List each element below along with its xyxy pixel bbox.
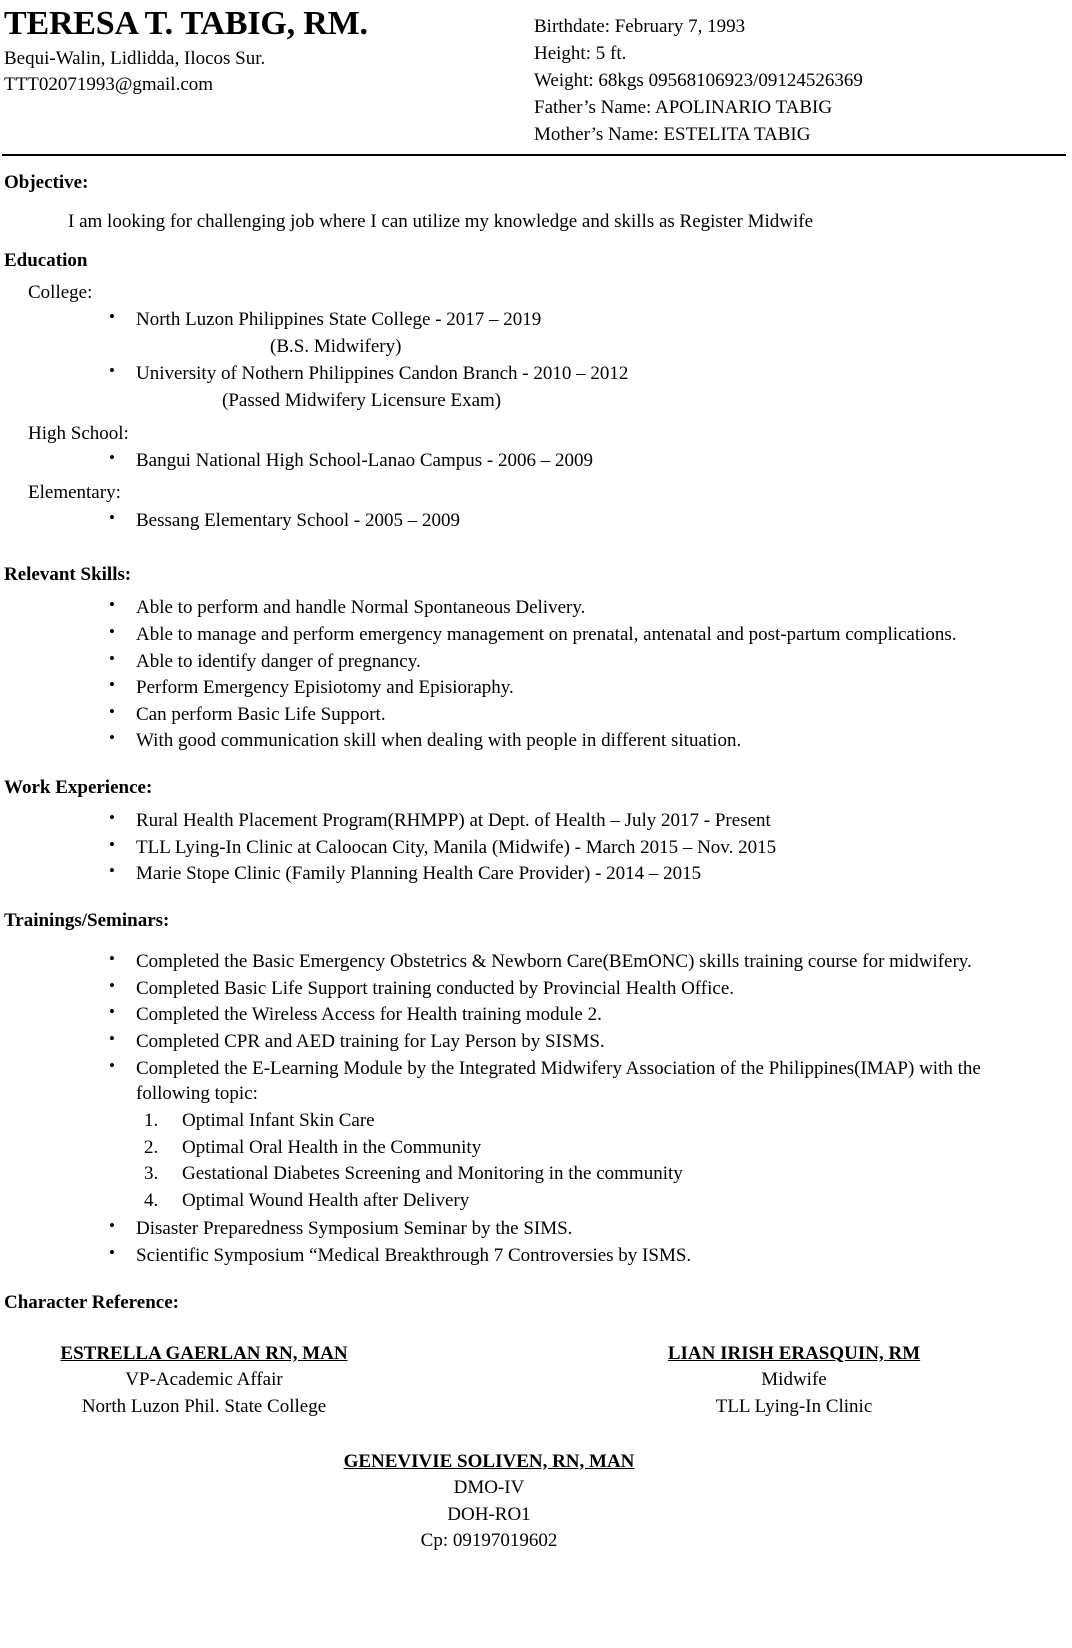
list-item: Optimal Infant Skin Care	[182, 1110, 375, 1131]
trainings-list	[4, 949, 1064, 1107]
list-item: • Completed the E-Learning Module by the Integrated Midwifery Association of the Philippines(IMAP) with the following topic:	[4, 1056, 1064, 1107]
trainings-list-after	[4, 1216, 1064, 1268]
list-item: • Able to perform and handle Normal Spontaneous Delivery.	[4, 595, 1064, 621]
reference-name: LIAN IRISH ERASQUIN, RM	[667, 1342, 921, 1364]
list-item: • Bessang Elementary School - 2005 – 2009	[4, 508, 1064, 534]
detail-weight-contact: Weight: 68kgs 09568106923/09124526369	[534, 69, 863, 91]
list-item: • Disaster Preparedness Symposium Seminar by the SIMS.	[4, 1216, 1064, 1242]
reference-row	[4, 1341, 1064, 1421]
header-personal-details	[534, 6, 1064, 149]
list-item: • Completed the Wireless Access for Health training module 2.	[4, 1002, 1064, 1028]
list-item: • North Luzon Philippines State College - 2017 – 2019	[4, 307, 1064, 333]
reference-org: North Luzon Phil. State College	[81, 1395, 327, 1417]
section-heading-education: Education	[4, 250, 88, 271]
education-highschool-list	[4, 448, 1064, 474]
reference-title: DMO-IV	[453, 1477, 525, 1499]
reference-title: VP-Academic Affair	[125, 1369, 283, 1391]
reference-left	[4, 1341, 534, 1421]
list-item: • Able to identify danger of pregnancy.	[4, 649, 1064, 675]
list-item: • Scientific Symposium “Medical Breakthrough 7 Controversies by ISMS.	[4, 1243, 1064, 1269]
spacer	[4, 587, 1064, 593]
resume-body	[0, 170, 1072, 1555]
spacer	[4, 755, 1064, 761]
list-item: • Completed CPR and AED training for Lay Person by SISMS.	[4, 1029, 1064, 1055]
education-elementary-label: Elementary:	[28, 482, 121, 504]
email-line: TTT02071993@gmail.com	[4, 73, 214, 95]
education-college-list-2	[4, 361, 1064, 387]
list-item: • University of Nothern Philippines Candon Branch - 2010 – 2012	[4, 361, 1064, 387]
list-item: • Can perform Basic Life Support.	[4, 702, 1064, 728]
work-experience-list	[4, 808, 1064, 887]
spacer	[4, 800, 1064, 806]
list-item: • Bangui National High School-Lanao Campus - 2006 – 2009	[4, 448, 1064, 474]
spacer	[4, 534, 1064, 548]
list-item: • Completed the Basic Emergency Obstetrics & Newborn Care(BEmONC) skills training course for midwifery.	[4, 949, 1064, 975]
detail-height: Height: 5 ft.	[534, 42, 627, 64]
reference-name: ESTRELLA GAERLAN RN, MAN	[60, 1342, 348, 1364]
reference-center	[4, 1449, 1064, 1555]
section-heading-trainings: Trainings/Seminars:	[4, 910, 170, 932]
reference-name: GENEVIVIE SOLIVEN, RN, MAN	[343, 1450, 635, 1472]
education-college-note-1: (Passed Midwifery Licensure Exam)	[222, 390, 502, 412]
page-title: TERESA T. TABIG, RM.	[4, 5, 368, 42]
detail-father-name: Father’s Name: APOLINARIO TABIG	[534, 96, 833, 118]
elearning-topics-list	[4, 1108, 1064, 1214]
section-heading-character-reference: Character Reference:	[4, 1291, 179, 1313]
list-item: • Able to manage and perform emergency management on prenatal, antenatal and post-partum complications.	[4, 622, 1064, 648]
skills-list	[4, 595, 1064, 754]
detail-mother-name: Mother’s Name: ESTELITA TABIG	[534, 123, 811, 145]
spacer	[4, 888, 1064, 894]
list-item: • Completed Basic Life Support training conducted by Provincial Health Office.	[4, 976, 1064, 1002]
reference-org: DOH-RO1	[447, 1503, 531, 1525]
address-line: Bequi-Walin, Lidlidda, Ilocos Sur.	[4, 47, 266, 69]
reference-org: TLL Lying-In Clinic	[715, 1395, 873, 1417]
list-item: Optimal Oral Health in the Community	[182, 1136, 482, 1158]
header-identity-block	[4, 6, 534, 98]
list-item: • With good communication skill when dealing with people in different situation.	[4, 728, 1064, 754]
education-highschool-label: High School:	[28, 422, 129, 444]
list-item: Optimal Wound Health after Delivery	[182, 1189, 470, 1211]
education-college-list	[4, 307, 1064, 333]
header-divider	[2, 154, 1066, 156]
list-item: Gestational Diabetes Screening and Monitoring in the community	[182, 1163, 683, 1185]
detail-birthdate: Birthdate: February 7, 1993	[534, 16, 746, 37]
list-item: • Rural Health Placement Program(RHMPP) at Dept. of Health – July 2017 - Present	[4, 808, 1064, 834]
education-college-label: College:	[28, 282, 93, 304]
reference-contact: Cp: 09197019602	[420, 1530, 558, 1552]
education-elementary-list	[4, 508, 1064, 534]
list-item: • TLL Lying-In Clinic at Caloocan City, Manila (Midwife) - March 2015 – Nov. 2015	[4, 835, 1064, 861]
section-heading-skills: Relevant Skills:	[4, 564, 132, 586]
reference-right	[534, 1341, 1064, 1421]
section-heading-work-experience: Work Experience:	[4, 777, 153, 799]
objective-text: I am looking for challenging job where I can utilize my knowledge and skills as Register Midwife	[68, 210, 814, 232]
education-college-note-0: (B.S. Midwifery)	[270, 335, 402, 357]
spacer	[4, 933, 1064, 947]
list-item: • Marie Stope Clinic (Family Planning Health Care Provider) - 2014 – 2015	[4, 861, 1064, 887]
section-heading-objective: Objective:	[4, 171, 89, 193]
reference-title: Midwife	[761, 1369, 827, 1391]
resume-header	[0, 0, 1072, 149]
list-item: • Perform Emergency Episiotomy and Episioraphy.	[4, 675, 1064, 701]
spacer	[4, 1270, 1064, 1276]
